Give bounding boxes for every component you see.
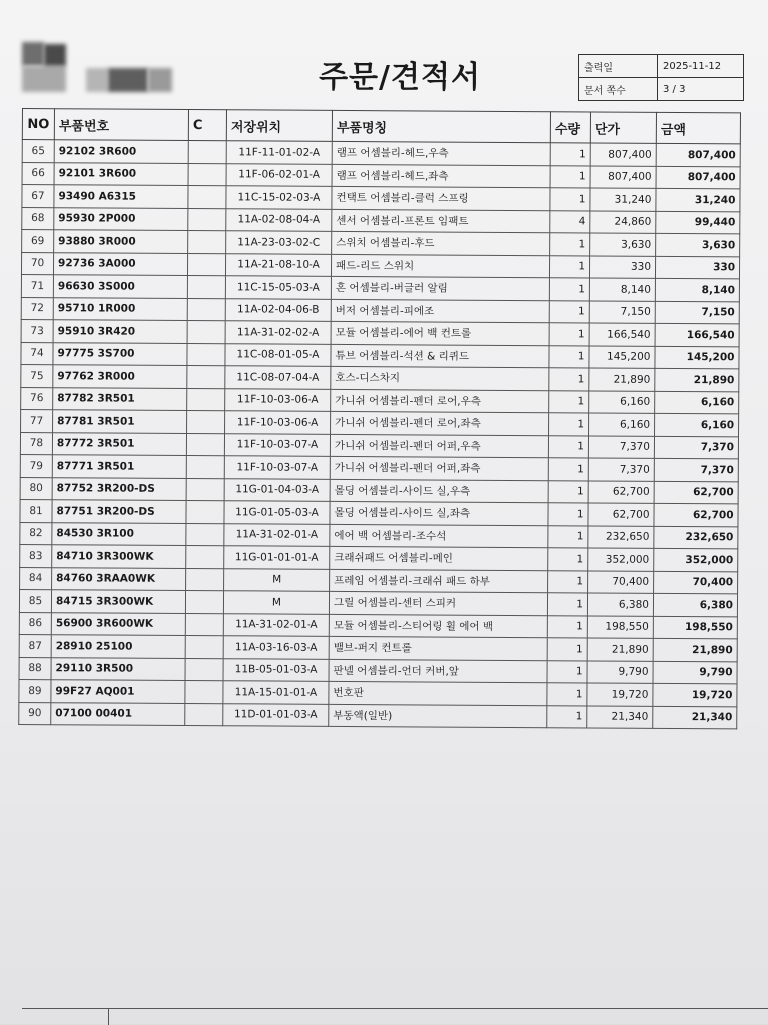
c-cell (186, 478, 224, 501)
unit-price-cell: 21,890 (587, 638, 653, 661)
c-cell (186, 456, 224, 479)
amount-cell: 807,400 (656, 143, 740, 166)
part-number-cell: 93490 A6315 (54, 185, 188, 208)
part-number-cell: 87771 3R501 (52, 455, 186, 478)
c-cell (185, 636, 223, 659)
part-number-cell: 87781 3R501 (53, 410, 187, 433)
unit-price-cell: 7,150 (589, 300, 655, 323)
quantity-cell: 1 (547, 638, 587, 661)
amount-cell: 7,370 (654, 458, 738, 481)
part-name-cell: 모듈 어셈블리-스티어링 휠 에어 백 (329, 614, 547, 638)
unit-price-cell: 6,160 (589, 390, 655, 413)
unit-price-cell: 7,370 (588, 458, 654, 481)
row-number: 82 (20, 522, 52, 545)
unit-price-cell: 62,700 (588, 480, 654, 503)
storage-location-cell: 11A-02-04-06-B (225, 298, 331, 321)
quantity-cell: 1 (548, 458, 588, 481)
quantity-cell: 1 (548, 570, 588, 593)
quantity-cell: 1 (548, 525, 588, 548)
part-number-cell: 28910 25100 (51, 635, 185, 658)
storage-location-cell: 11A-02-08-04-A (226, 208, 332, 231)
unit-price-cell: 145,200 (589, 345, 655, 368)
amount-cell: 166,540 (655, 323, 739, 346)
row-number: 76 (21, 387, 53, 410)
part-name-cell: 가니쉬 어셈블리-펜더 로어,좌측 (331, 411, 549, 435)
part-number-cell: 29110 3R500 (51, 657, 185, 680)
quantity-cell: 1 (549, 278, 589, 301)
row-number: 78 (20, 432, 52, 455)
meta-row-page-count (579, 78, 744, 101)
row-number: 75 (21, 364, 53, 387)
c-cell (185, 613, 223, 636)
unit-price-cell: 6,380 (587, 593, 653, 616)
unit-price-cell: 24,860 (590, 210, 656, 233)
amount-cell: 62,700 (654, 503, 738, 526)
table-row (19, 702, 737, 729)
storage-location-cell: 11C-08-01-05-A (225, 343, 331, 366)
storage-location-cell: 11F-10-03-07-A (224, 433, 330, 456)
amount-cell: 21,340 (653, 706, 737, 729)
row-number: 85 (19, 589, 51, 612)
storage-location-cell: 11A-23-03-02-C (226, 231, 332, 254)
row-number: 69 (22, 230, 54, 253)
amount-cell: 8,140 (655, 278, 739, 301)
parts-table (18, 108, 741, 729)
header-storage-location: 저장위치 (226, 110, 332, 142)
part-number-cell: 92101 3R600 (54, 162, 188, 185)
quantity-cell: 1 (548, 435, 588, 458)
unit-price-cell: 6,160 (589, 413, 655, 436)
quantity-cell: 1 (550, 233, 590, 256)
quantity-cell: 1 (547, 593, 587, 616)
unit-price-cell: 807,400 (590, 165, 656, 188)
row-number: 80 (20, 477, 52, 500)
row-number: 73 (21, 319, 53, 342)
header-no: NO (22, 109, 54, 140)
storage-location-cell: 11A-31-02-01-A (224, 523, 330, 546)
redacted-logo (22, 42, 172, 94)
part-number-cell: 84760 3RAA0WK (52, 567, 186, 590)
storage-location-cell: 11A-21-08-10-A (225, 253, 331, 276)
row-number: 67 (22, 185, 54, 208)
c-cell (185, 658, 223, 681)
c-cell (186, 523, 224, 546)
unit-price-cell: 807,400 (590, 143, 656, 166)
quantity-cell: 1 (549, 255, 589, 278)
c-cell (185, 703, 223, 726)
storage-location-cell: 11A-31-02-02-A (225, 321, 331, 344)
amount-cell: 6,160 (655, 413, 739, 436)
part-number-cell: 87752 3R200-DS (52, 477, 186, 500)
amount-cell: 21,890 (653, 638, 737, 661)
part-name-cell: 몰딩 어셈블리-사이드 실,우측 (330, 479, 548, 503)
quantity-cell: 1 (548, 503, 588, 526)
quantity-cell: 1 (549, 300, 589, 323)
part-name-cell: 컨택트 어셈블리-클럭 스프링 (332, 186, 550, 210)
row-number: 88 (19, 657, 51, 680)
unit-price-cell: 31,240 (590, 188, 656, 211)
c-cell (185, 681, 223, 704)
quantity-cell: 1 (550, 165, 590, 188)
part-name-cell: 에어 백 어셈블리-조수석 (330, 524, 548, 548)
c-cell (188, 186, 226, 209)
c-cell (187, 388, 225, 411)
storage-location-cell: 11C-15-05-03-A (225, 276, 331, 299)
storage-location-cell: M (223, 591, 329, 614)
part-name-cell: 센서 어셈블리-프론트 임팩트 (332, 209, 550, 233)
amount-cell: 330 (655, 256, 739, 279)
part-name-cell: 크래쉬패드 어셈블리-메인 (330, 546, 548, 570)
storage-location-cell: 11F-10-03-07-A (224, 456, 330, 479)
part-name-cell: 스위치 어셈블리-후드 (332, 231, 550, 255)
c-cell (187, 298, 225, 321)
c-cell (188, 231, 226, 254)
unit-price-cell: 232,650 (588, 525, 654, 548)
quantity-cell: 1 (549, 368, 589, 391)
row-number: 68 (22, 207, 54, 230)
storage-location-cell: 11G-01-04-03-A (224, 478, 330, 501)
c-cell (186, 433, 224, 456)
part-name-cell: 램프 어셈블리-헤드,좌측 (332, 164, 550, 188)
row-number: 84 (20, 567, 52, 590)
quantity-cell: 1 (547, 705, 587, 728)
part-name-cell: 모듈 어셈블리-에어 백 컨트롤 (331, 321, 549, 345)
table-body (19, 140, 741, 729)
row-number: 66 (22, 162, 54, 185)
unit-price-cell: 19,720 (587, 683, 653, 706)
part-name-cell: 가니쉬 어셈블리-펜더 어퍼,우측 (330, 434, 548, 458)
amount-cell: 807,400 (656, 166, 740, 189)
quantity-cell: 1 (549, 345, 589, 368)
part-number-cell: 92736 3A000 (53, 252, 187, 275)
part-number-cell: 95930 2P000 (54, 207, 188, 230)
unit-price-cell: 62,700 (588, 503, 654, 526)
c-cell (186, 546, 224, 569)
part-name-cell: 가니쉬 어셈블리-펜더 로어,우측 (331, 389, 549, 413)
amount-cell: 232,650 (654, 526, 738, 549)
part-name-cell: 판넬 어셈블리-언더 커버,앞 (329, 659, 547, 683)
header-part-name: 부품명칭 (332, 110, 550, 142)
part-name-cell: 버저 어셈블리-피에조 (331, 299, 549, 323)
c-cell (187, 411, 225, 434)
part-number-cell: 95910 3R420 (53, 320, 187, 343)
header-c: C (188, 110, 226, 141)
quantity-cell: 1 (548, 480, 588, 503)
amount-cell: 145,200 (655, 346, 739, 369)
storage-location-cell: 11C-08-07-04-A (225, 366, 331, 389)
storage-location-cell: 11F-10-03-06-A (225, 411, 331, 434)
meta-row-print-date (579, 55, 744, 78)
unit-price-cell: 352,000 (588, 548, 654, 571)
part-number-cell: 56900 3R600WK (51, 612, 185, 635)
row-number: 79 (20, 454, 52, 477)
quantity-cell: 1 (547, 683, 587, 706)
storage-location-cell: 11A-31-02-01-A (223, 613, 329, 636)
amount-cell: 31,240 (656, 188, 740, 211)
storage-location-cell: 11F-11-01-02-A (226, 141, 332, 164)
amount-cell: 19,720 (653, 683, 737, 706)
part-number-cell: 92102 3R600 (54, 140, 188, 163)
amount-cell: 62,700 (654, 481, 738, 504)
c-cell (187, 343, 225, 366)
footer-rule (22, 1008, 768, 1025)
c-cell (186, 568, 224, 591)
storage-location-cell: 11G-01-05-03-A (224, 501, 330, 524)
part-name-cell: 패드-리드 스위치 (331, 254, 549, 278)
header-quantity: 수량 (550, 112, 590, 143)
unit-price-cell: 198,550 (587, 615, 653, 638)
amount-cell: 198,550 (653, 616, 737, 639)
part-name-cell: 번호판 (329, 681, 547, 705)
c-cell (188, 163, 226, 186)
quantity-cell: 4 (550, 210, 590, 233)
document-meta-table (578, 54, 744, 101)
storage-location-cell: 11F-10-03-06-A (225, 388, 331, 411)
part-name-cell: 밸브-퍼지 컨트롤 (329, 636, 547, 660)
unit-price-cell: 166,540 (589, 323, 655, 346)
part-name-cell: 그릴 어셈블리-센터 스피커 (329, 591, 547, 615)
amount-cell: 6,160 (655, 391, 739, 414)
unit-price-cell: 330 (589, 255, 655, 278)
row-number: 71 (21, 274, 53, 297)
row-number: 90 (19, 702, 51, 725)
c-cell (188, 141, 226, 164)
row-number: 86 (19, 612, 51, 635)
c-cell (185, 591, 223, 614)
quantity-cell: 1 (548, 548, 588, 571)
amount-cell: 352,000 (654, 548, 738, 571)
part-name-cell: 몰딩 어셈블리-사이드 실,좌측 (330, 501, 548, 525)
amount-cell: 7,370 (654, 436, 738, 459)
unit-price-cell: 3,630 (590, 233, 656, 256)
part-number-cell: 93880 3R000 (54, 230, 188, 253)
meta-value: 2025-11-12 (658, 55, 744, 78)
part-name-cell: 프레임 어셈블리-크래쉬 패드 하부 (330, 569, 548, 593)
quantity-cell: 1 (547, 615, 587, 638)
row-number: 87 (19, 634, 51, 657)
part-number-cell: 84715 3R300WK (51, 590, 185, 613)
unit-price-cell: 70,400 (588, 570, 654, 593)
part-name-cell: 램프 어셈블리-헤드,우측 (332, 141, 550, 165)
part-number-cell: 96630 3S000 (53, 275, 187, 298)
quantity-cell: 1 (549, 323, 589, 346)
c-cell (187, 321, 225, 344)
part-number-cell: 87772 3R501 (52, 432, 186, 455)
amount-cell: 99,440 (656, 211, 740, 234)
part-number-cell: 97762 3R000 (53, 365, 187, 388)
row-number: 81 (20, 499, 52, 522)
storage-location-cell: 11D-01-01-03-A (223, 703, 329, 726)
meta-label: 문서 쪽수 (579, 78, 658, 101)
c-cell (188, 208, 226, 231)
part-number-cell: 95710 1R000 (53, 297, 187, 320)
part-name-cell: 부동액(일반) (329, 704, 547, 728)
unit-price-cell: 7,370 (588, 435, 654, 458)
part-number-cell: 84530 3R100 (52, 522, 186, 545)
amount-cell: 3,630 (656, 233, 740, 256)
header-unit-price: 단가 (590, 112, 656, 143)
part-name-cell: 가니쉬 어셈블리-펜더 어퍼,좌측 (330, 456, 548, 480)
amount-cell: 6,380 (653, 593, 737, 616)
part-number-cell: 87782 3R501 (53, 387, 187, 410)
storage-location-cell: M (224, 568, 330, 591)
amount-cell: 21,890 (655, 368, 739, 391)
unit-price-cell: 8,140 (589, 278, 655, 301)
row-number: 65 (22, 140, 54, 163)
row-number: 83 (20, 544, 52, 567)
c-cell (187, 253, 225, 276)
part-number-cell: 07100 00401 (51, 702, 185, 725)
table-header-row (22, 109, 740, 144)
unit-price-cell: 9,790 (587, 660, 653, 683)
amount-cell: 70,400 (654, 571, 738, 594)
meta-label: 출력일 (579, 55, 658, 78)
part-name-cell: 튜브 어셈블리-석션 & 리퀴드 (331, 344, 549, 368)
quantity-cell: 1 (550, 143, 590, 166)
row-number: 70 (21, 252, 53, 275)
row-number: 77 (21, 409, 53, 432)
storage-location-cell: 11G-01-01-01-A (224, 546, 330, 569)
storage-location-cell: 11F-06-02-01-A (226, 163, 332, 186)
storage-location-cell: 11C-15-02-03-A (226, 186, 332, 209)
quantity-cell: 1 (547, 660, 587, 683)
c-cell (187, 366, 225, 389)
part-name-cell: 호스-디스차지 (331, 366, 549, 390)
part-number-cell: 84710 3R300WK (52, 545, 186, 568)
storage-location-cell: 11B-05-01-03-A (223, 658, 329, 681)
document-title: 주문/견적서 (319, 60, 481, 95)
quantity-cell: 1 (550, 188, 590, 211)
unit-price-cell: 21,340 (587, 705, 653, 728)
c-cell (187, 276, 225, 299)
storage-location-cell: 11A-03-16-03-A (223, 636, 329, 659)
storage-location-cell: 11A-15-01-01-A (223, 681, 329, 704)
header-amount: 금액 (656, 112, 740, 144)
part-number-cell: 97775 3S700 (53, 342, 187, 365)
meta-value: 3 / 3 (658, 78, 744, 101)
header-part-number: 부품번호 (54, 109, 188, 141)
row-number: 89 (19, 679, 51, 702)
row-number: 74 (21, 342, 53, 365)
part-number-cell: 99F27 AQ001 (51, 680, 185, 703)
part-number-cell: 87751 3R200-DS (52, 500, 186, 523)
part-name-cell: 혼 어셈블리-버글러 알림 (331, 276, 549, 300)
quantity-cell: 1 (549, 413, 589, 436)
c-cell (186, 501, 224, 524)
footer-divider (108, 1009, 109, 1025)
amount-cell: 9,790 (653, 661, 737, 684)
quantity-cell: 1 (549, 390, 589, 413)
unit-price-cell: 21,890 (589, 368, 655, 391)
amount-cell: 7,150 (655, 301, 739, 324)
row-number: 72 (21, 297, 53, 320)
